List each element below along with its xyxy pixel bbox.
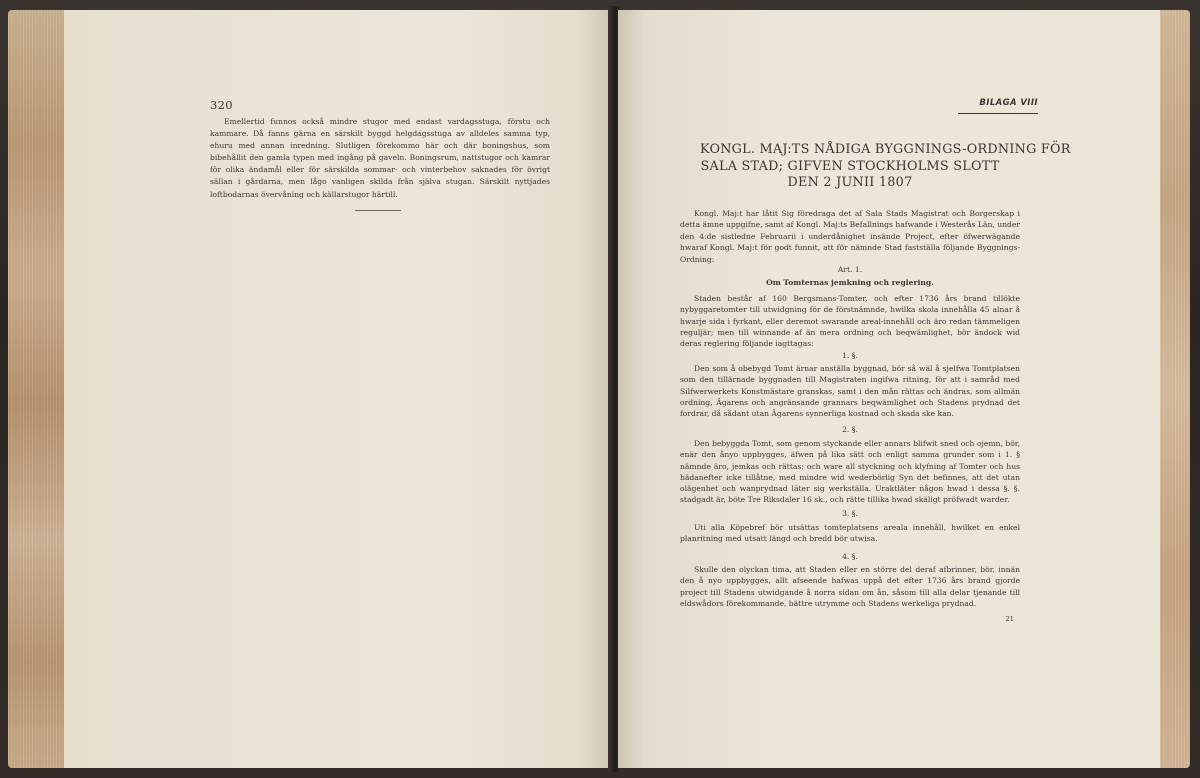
appendix-underline bbox=[958, 113, 1038, 114]
title-line: DEN 2 JUNII 1807 bbox=[787, 175, 913, 190]
book-edge-right bbox=[1160, 10, 1190, 768]
section-paragraph: Skulle den olyckan tima, att Staden eller en större del deraf afbrinner, bör, innän den å nyo uppbygges, allt afseende hafwas uppå det efter 1736 års brand gjorde project till Stadens utwidgande å norra sidan om ån, såsom till alla delar tjenande till eldswådors förekommande, bättre utrymme och Stadens werkeliga prydnad. bbox=[680, 565, 1020, 608]
section-mark: 2. §. bbox=[842, 425, 858, 434]
page-number: 320 bbox=[210, 98, 233, 112]
section-paragraph: Den som å obebygd Tomt ärnar anställa byggnad, bör så wäl å sjelfwa Tomtplatsen som den tillärnade byggnaden till Magistraten ingifwa ritning, för att i samråd med Silfwerwerkets Konstmästare granskas, samt i den mån rättas och ändras, som allmän ordning, Ägarens och angränsande grannars beqwämlighet och Stadens prydnad det fordrar, då sådant utan Ägarens synnerliga kostnad och skada ske kan. bbox=[680, 364, 1020, 419]
article-title: Om Tomternas jemkning och reglering. bbox=[766, 278, 934, 287]
folio-number: 21 bbox=[1005, 615, 1014, 623]
section-mark: 1. §. bbox=[842, 351, 858, 360]
article-intro-paragraph: Staden består af 160 Bergsmans-Tomter, och efter 1736 års brand tillökte nybyggaretomter till utwidgning för de förstnämnde, hwilka skola innehålla 45 alnar å hwarje sida i fyrkant, eller deremot swarande areal-innehåll och äro redan tämmeligen reguljär; men till winnande af än mera ordning och beqwämlighet, bör ändock wid deras reglering följande iagttagas: bbox=[680, 294, 1020, 349]
section-mark: 3. §. bbox=[842, 509, 858, 518]
section-mark: 4. §. bbox=[842, 552, 858, 561]
section-paragraph: Uti alla Köpebref bör utsättas tomteplatsens areala innehåll, hwilket en enkel planritning med utsatt längd och bredd bör utwisa. bbox=[680, 523, 1020, 544]
section-paragraph: Den bebyggda Tomt, som genom styckande eller annars blifwit sned och ojemn, bör, enär den ånyo uppbygges, äfwen på lika sätt och enligt samma grunder som i 1. § nämnde äro, jemkas och rättas; och ware all styckning och klyfning af Tomter och hus hädanefter icke tillåtne, med mindre wid wederbörlig Syn det befinnes, att det utan olägenhet och wanprydnad läter sig werkställa. Uraktläter någon hwad i dessa §. §. stadgadt är, böte Tre Riksdaler 16 sk., och rätte tillika hwad skäligt pröfwadt warder. bbox=[680, 439, 1020, 505]
appendix-label: BILAGA VIII bbox=[979, 98, 1038, 108]
body-paragraph: Emellertid funnos också mindre stugor med endast vardagsstuga, förstu och kammare. Då fanns gärna en särskilt byggd helgdagsstuga av alldeles samma typ, ehuru med annan inredning. Slutligen förekommo här och där boningshus, som bibehållit den gamla typen med ingång på gaveln. Boningsrum, nattstugor och kamrar för olika ändamål eller för särskilda sommar- och vinterbehov saknades för övrigt sällan i gårdarna, men lågo vanligen skilda från själva stugan. Särskilt nyttjades loftbodarnas övervåning och källarstugor härtill. bbox=[210, 117, 550, 199]
intro-paragraph: Kongl. Maj:t har låtit Sig föredraga det af Sala Stads Magistrat och Borgerskap i detta ämne uppgifne, samt af Kongl. Maj:ts Befallnings hafwande i Westerås Län, under den 4:de sistledne Februarii i underdånighet insände Project, efter öfwerwägande hwaraf Kongl. Maj:t för godt funnit, att för nämnde Stad fastställa följande Byggnings-Ordning: bbox=[680, 209, 1020, 264]
title-line: KONGL. MAJ:TS NÅDIGA BYGGNINGS-ORDNING FÖR bbox=[700, 142, 1071, 157]
document-title bbox=[700, 142, 1071, 192]
title-line: SALA STAD; GIFVEN STOCKHOLMS SLOTT bbox=[700, 158, 1000, 174]
section-divider bbox=[355, 210, 401, 211]
article-number: Art. 1. bbox=[837, 265, 863, 274]
right-page bbox=[618, 10, 1160, 768]
book-edge-left bbox=[8, 10, 64, 768]
left-page bbox=[64, 10, 612, 768]
